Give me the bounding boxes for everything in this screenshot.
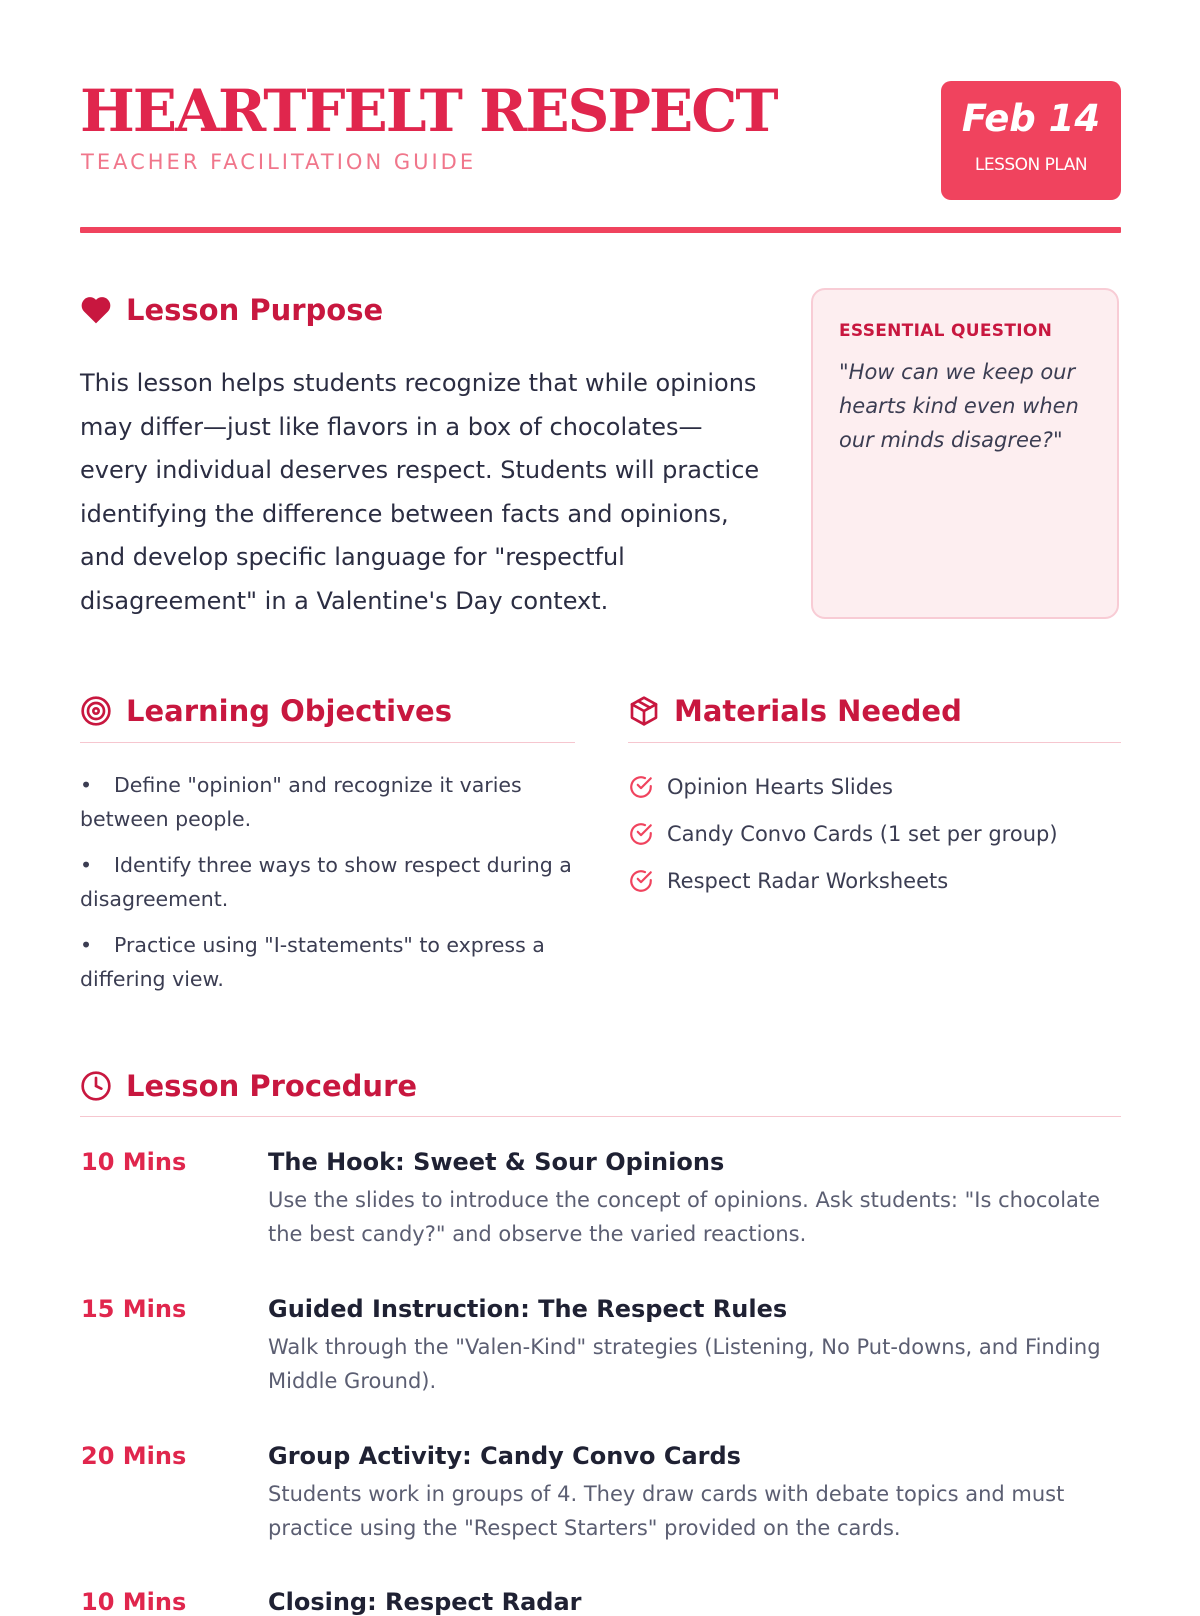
check-circle-icon: [628, 868, 654, 894]
step-duration: 10 Mins: [81, 1148, 187, 1176]
procedure-divider: [80, 1116, 1121, 1117]
step-title: Closing: Respect Radar: [268, 1588, 582, 1616]
objective-text: Define "opinion" and recognize it varies between people.: [80, 773, 522, 831]
check-circle-icon: [628, 821, 654, 847]
objective-text: Identify three ways to show respect during a disagreement.: [80, 853, 572, 911]
material-text: Respect Radar Worksheets: [667, 869, 949, 893]
materials-divider: [628, 742, 1121, 743]
material-text: Candy Convo Cards (1 set per group): [667, 822, 1058, 846]
materials-list: [628, 770, 1058, 911]
list-item: [628, 770, 1058, 804]
step-duration: 10 Mins: [81, 1588, 187, 1616]
section-title: Lesson Procedure: [126, 1068, 418, 1103]
section-title: Materials Needed: [674, 693, 962, 728]
learning-objectives-heading: [80, 695, 452, 727]
step-description: Students work in groups of 4. They draw cards with debate topics and must practice using the "Respect Starters" provided on the cards.: [268, 1482, 1065, 1540]
document-title: HEARTFELT RESPECT: [80, 77, 777, 145]
essential-question-text: "How can we keep our hearts kind even when our minds disagree?": [839, 360, 1079, 452]
step-duration: 15 Mins: [81, 1295, 187, 1323]
bullet-icon: •: [80, 773, 93, 797]
objectives-divider: [80, 742, 575, 743]
target-icon: [80, 695, 112, 727]
section-title: Learning Objectives: [126, 693, 452, 728]
objectives-list: [80, 768, 575, 1008]
step-duration: 20 Mins: [81, 1442, 187, 1470]
step-description: Use the slides to introduce the concept of opinions. Ask students: "Is chocolate the best candy?" and observe the varied reactions.: [268, 1188, 1101, 1246]
section-title: Lesson Purpose: [126, 292, 384, 327]
essential-question-label: ESSENTIAL QUESTION: [839, 321, 1053, 341]
lesson-procedure-heading: [80, 1070, 417, 1102]
heart-icon: [80, 295, 112, 325]
step-description: Walk through the "Valen-Kind" strategies (Listening, No Put-downs, and Finding Middle Ground).: [268, 1335, 1101, 1393]
header-divider: [80, 227, 1121, 233]
list-item: [80, 928, 575, 996]
document-subtitle: TEACHER FACILITATION GUIDE: [81, 150, 477, 174]
step-title: Guided Instruction: The Respect Rules: [268, 1295, 788, 1323]
package-icon: [628, 695, 660, 727]
clock-icon: [80, 1070, 112, 1102]
date-badge: [941, 81, 1121, 200]
objective-text: Practice using "I-statements" to express a differing view.: [80, 933, 545, 991]
check-circle-icon: [628, 774, 654, 800]
lesson-purpose-heading: [80, 292, 384, 327]
document-type: LESSON PLAN: [974, 155, 1088, 175]
bullet-icon: •: [80, 933, 93, 957]
step-title: The Hook: Sweet & Sour Opinions: [268, 1148, 725, 1176]
list-item: [628, 864, 1058, 898]
list-item: [628, 817, 1058, 851]
essential-question-card: [811, 288, 1119, 619]
list-item: [80, 768, 575, 836]
material-text: Opinion Hearts Slides: [667, 775, 893, 799]
lesson-date: Feb 14: [961, 97, 1101, 140]
list-item: [80, 848, 575, 916]
lesson-purpose-text: This lesson helps students recognize that while opinions may differ—just like flavors in a box of chocolates—every individual deserves respect. Students will practice identifying the difference between facts and opinions, and develop specific language for "respectful disagreement" in a Valentine's Day context.: [80, 369, 760, 615]
materials-needed-heading: [628, 695, 962, 727]
step-title: Group Activity: Candy Convo Cards: [268, 1442, 741, 1470]
bullet-icon: •: [80, 853, 93, 877]
